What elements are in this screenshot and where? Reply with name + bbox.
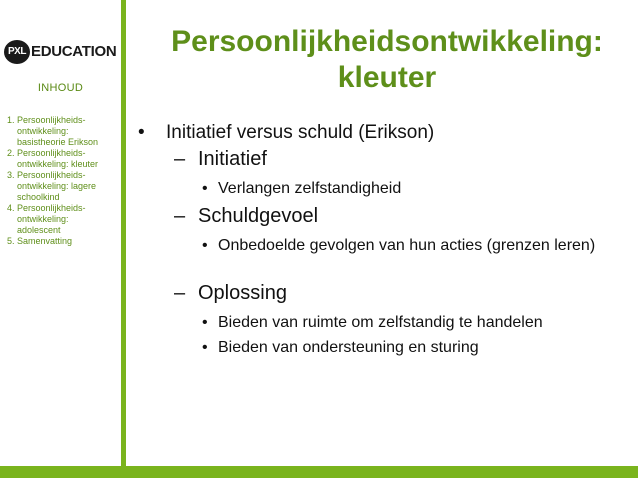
sub-bullet-oplossing	[174, 282, 287, 305]
dash-marker: –	[174, 282, 186, 304]
point-marker: •	[202, 314, 208, 331]
point-text: Bieden van ruimte om zelfstandig te handelen	[218, 314, 543, 331]
slide-title	[140, 24, 634, 96]
dash-marker: –	[174, 148, 186, 170]
toc-item-3[interactable]: 3. Persoonlijkheids- ontwikkeling: lagere schoolkind	[7, 170, 97, 202]
table-of-contents	[7, 115, 119, 247]
point-marker: •	[202, 339, 208, 356]
point-onbedoelde	[202, 235, 602, 257]
point-marker: •	[202, 237, 208, 254]
bullet-marker: •	[138, 122, 145, 143]
sub-bullet-schuldgevoel	[174, 205, 318, 228]
dash-marker: –	[174, 205, 186, 227]
point-ruimte	[202, 312, 622, 334]
point-verlangen	[202, 178, 622, 200]
sub-bullet-text: Oplossing	[198, 282, 287, 304]
point-ondersteuning	[202, 337, 622, 359]
footer-bar	[0, 466, 638, 478]
point-text: Verlangen zelfstandigheid	[218, 180, 402, 197]
logo-text: EDUCATION	[31, 43, 117, 60]
toc-item-5[interactable]: 5. Samenvatting	[7, 236, 73, 246]
sub-bullet-text: Schuldgevoel	[198, 205, 319, 227]
pxl-education-logo	[4, 40, 120, 64]
point-marker: •	[202, 180, 208, 197]
sidebar-heading: INHOUD	[37, 82, 84, 94]
slide-title-line-1: Persoonlijkheidsontwikkeling:	[171, 25, 603, 58]
slide-title-line-2: kleuter	[337, 61, 437, 94]
sidebar-divider	[121, 0, 126, 466]
toc-item-2[interactable]: 2. Persoonlijkheids- ontwikkeling: kleuter	[7, 148, 99, 169]
bullet-main-text: Initiatief versus schuld (Erikson)	[166, 122, 435, 143]
bullet-main	[138, 122, 434, 144]
sub-bullet-initiatief	[174, 148, 267, 171]
sub-bullet-text: Initiatief	[198, 148, 267, 170]
point-text: Bieden van ondersteuning en sturing	[218, 339, 479, 356]
toc-item-1[interactable]: 1. Persoonlijkheids- ontwikkeling: basistheorie Erikson	[7, 115, 99, 147]
pxl-logo-mark: PXL	[4, 40, 30, 64]
point-text: Onbedoelde gevolgen van hun acties (grenzen leren)	[218, 237, 596, 254]
toc-item-4[interactable]: 4. Persoonlijkheids- ontwikkeling: adolescent	[7, 203, 86, 235]
